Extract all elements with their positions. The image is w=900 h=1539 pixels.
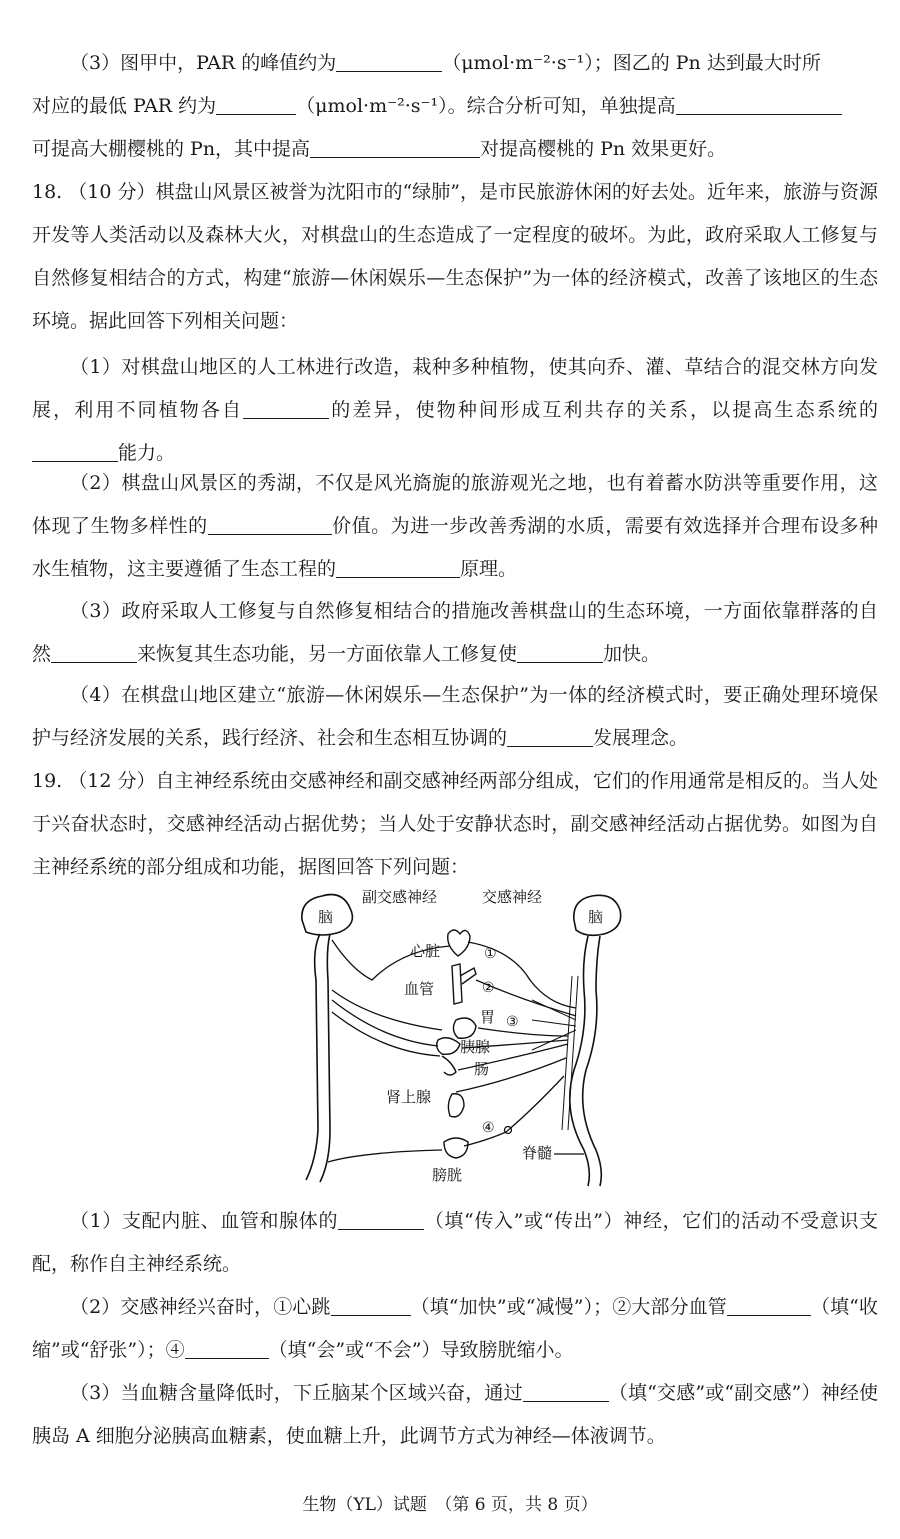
- stomach-organ: [453, 1018, 476, 1038]
- text: （填“收缩”或“舒张”）；④: [32, 1296, 878, 1361]
- text: 的差异，使物种间形成互利共存的关系，以提高生态系统的: [329, 399, 878, 421]
- q18-part1: [32, 346, 878, 475]
- right-cord-inner: [583, 936, 602, 1186]
- label-spinal-cord: 脊髓: [522, 1144, 553, 1162]
- sympathetic-chain: [568, 976, 578, 1130]
- answer-blank[interactable]: [185, 1338, 269, 1359]
- answer-blank[interactable]: [331, 1295, 411, 1316]
- label-intestine: 肠: [474, 1060, 490, 1078]
- nerve-stomach-sym: [478, 1028, 568, 1036]
- left-cord-inner: [320, 934, 330, 1182]
- q18-part2: [32, 462, 878, 591]
- text: 能力。: [118, 442, 176, 464]
- q17-3-line3: [32, 128, 878, 171]
- text: 发展理念。: [593, 727, 689, 749]
- q17-3-line2: [32, 85, 878, 128]
- text: （1）对棋盘山地区的人工林进行改造，栽种多种植物，使其向乔、灌、草结合的混交林方向发展，利用不同植物各自: [32, 356, 878, 421]
- label-heart: 心脏: [410, 942, 441, 960]
- q18-part4: [32, 674, 878, 760]
- text: 来恢复其生态功能，另一方面依靠人工修复使: [137, 643, 518, 665]
- text: （μmol·m⁻²·s⁻¹）。综合分析可知，单独提高: [296, 95, 676, 117]
- answer-blank[interactable]: [338, 1209, 424, 1230]
- left-cord-outer: [306, 934, 320, 1180]
- text: （填“传入”或“传出”）神经，它们的活动不受意识支配，称作自主神经系统。: [32, 1210, 879, 1275]
- text: （2）棋盘山风景区的秀湖，不仅是风光旖旎的旅游观光之地，也有着蓄水防洪等重要作用，这体现了生物多样性的: [32, 472, 878, 537]
- q19-part3: [32, 1372, 878, 1458]
- text: （4）在棋盘山地区建立“旅游—休闲娱乐—生态保护”为一体的经济模式时，要正确处理环境保护与经济发展的关系，践行经济、社会和生态相互协调的: [32, 684, 878, 749]
- text: 可提高大棚樱桃的 Pn，其中提高: [32, 138, 311, 160]
- answer-blank[interactable]: [523, 1381, 609, 1402]
- answer-blank[interactable]: [51, 642, 137, 663]
- answer-blank[interactable]: [507, 726, 593, 747]
- q19-part1: [32, 1200, 878, 1286]
- text: 加快。: [603, 643, 661, 665]
- nervous-system-svg: [292, 880, 624, 1190]
- answer-blank[interactable]: [517, 642, 603, 663]
- text: （3）当血糖含量降低时，下丘脑某个区域兴奋，通过: [70, 1382, 523, 1404]
- text: （μmol·m⁻²·s⁻¹）；图乙的 Pn 达到最大时所: [442, 52, 821, 74]
- text: （填“加快”或“减慢”）；②大部分血管: [410, 1296, 727, 1318]
- nerve-intestine-para: [332, 1012, 440, 1056]
- marker-2: ②: [482, 980, 495, 996]
- heart-organ: [448, 930, 470, 956]
- text: 价值。为进一步改善秀湖的水质，需要有效选择并合理布设多种水生植物，这主要遵循了生态工程的: [32, 515, 878, 580]
- answer-blank[interactable]: [336, 51, 442, 72]
- marker-1: ①: [484, 946, 497, 962]
- bladder-organ: [444, 1138, 468, 1158]
- answer-blank[interactable]: [727, 1295, 811, 1316]
- vessel-organ: [452, 964, 462, 1004]
- text: （3）政府采取人工修复与自然修复相结合的措施改善棋盘山的生态环境，一方面依靠群落的自然: [32, 600, 878, 665]
- label-brain-left: 脑: [318, 908, 334, 926]
- adrenal-organ: [448, 1094, 464, 1117]
- text: 原理。: [460, 558, 518, 580]
- nerve-adrenal-sym: [456, 1058, 566, 1092]
- text: （填“会”或“不会”）导致膀胱缩小。: [268, 1339, 574, 1361]
- q18-intro: 18. （10 分）棋盘山风景区被誉为沈阳市的“绿肺”，是市民旅游休闲的好去处。近年来，旅游与资源开发等人类活动以及森林大火，对棋盘山的生态造成了一定程度的破坏。为此，政府采取人工修复与自然修复相结合的方式，构建“旅游—休闲娱乐—生态保护”为一体的经济模式，改善了该地区的生态环境。据此回答下列相关问题：: [32, 181, 878, 332]
- label-sympathetic: 交感神经: [482, 888, 543, 906]
- answer-blank[interactable]: [208, 514, 332, 535]
- text: （1）支配内脏、血管和腺体的: [70, 1210, 339, 1232]
- marker-3: ③: [506, 1014, 519, 1030]
- marker-4: ④: [482, 1120, 495, 1136]
- vessel-branch: [460, 968, 476, 984]
- answer-blank[interactable]: [216, 94, 296, 115]
- text: 对提高樱桃的 Pn 效果更好。: [480, 138, 727, 160]
- label-parasympathetic: 副交感神经: [362, 888, 438, 906]
- nerve-bladder-para: [328, 1150, 442, 1162]
- q19-intro: 19. （12 分）自主神经系统由交感神经和副交感神经两部分组成，它们的作用通常是相反的。当人处于兴奋状态时，交感神经活动占据优势；当人处于安静状态时，副交感神经活动占据优势。如图为自主神经系统的部分组成和功能，据图回答下列问题：: [32, 770, 878, 878]
- text: （3）图甲中，PAR 的峰值约为: [70, 52, 337, 74]
- answer-blank[interactable]: [243, 398, 329, 419]
- q18-part3: [32, 590, 878, 676]
- text: （2）交感神经兴奋时，①心跳: [70, 1296, 331, 1318]
- text: （填“交感”或“副交感”）神经使胰岛 A 细胞分泌胰高血糖素，使血糖上升，此调节方式为神经—体液调节。: [32, 1382, 878, 1447]
- label-stomach: 胃: [480, 1008, 496, 1026]
- label-vessel: 血管: [404, 980, 435, 998]
- label-pancreas: 胰腺: [460, 1038, 491, 1056]
- intestine-organ: [442, 1056, 456, 1075]
- pancreas-organ: [437, 1038, 460, 1055]
- page-footer: 生物（YL）试题 （第 6 页，共 8 页）: [302, 1495, 598, 1515]
- label-bladder: 膀胱: [432, 1166, 463, 1184]
- autonomic-nervous-system-diagram: [292, 880, 624, 1190]
- q19-part2: [32, 1286, 878, 1372]
- label-adrenal: 肾上腺: [386, 1088, 432, 1106]
- label-brain-right: 脑: [588, 908, 604, 926]
- q17-3-line1: [32, 42, 878, 85]
- answer-blank[interactable]: [676, 94, 842, 115]
- answer-blank[interactable]: [336, 557, 460, 578]
- answer-blank[interactable]: [310, 137, 480, 158]
- text: 对应的最低 PAR 约为: [32, 95, 217, 117]
- answer-blank[interactable]: [32, 441, 118, 462]
